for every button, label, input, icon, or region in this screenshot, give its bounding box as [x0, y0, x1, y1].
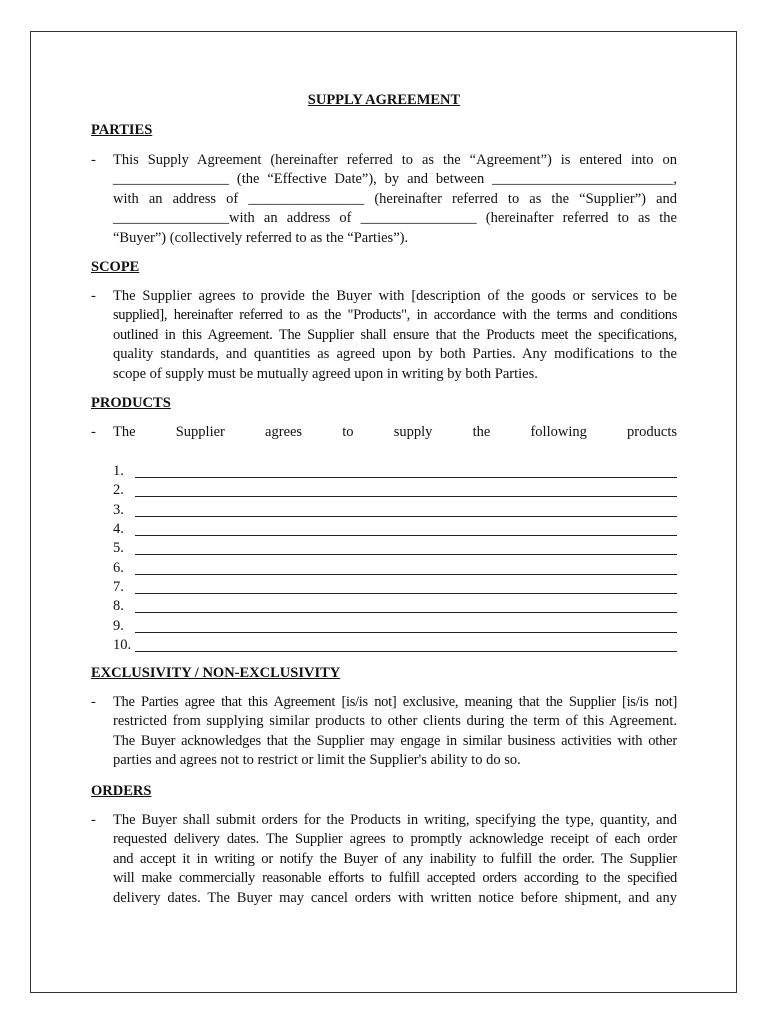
product-item: [113, 578, 677, 597]
item-number: 4.: [113, 521, 124, 538]
text-line: parties and agrees not to restrict or limit the Supplier's ability to do so.: [113, 752, 521, 769]
product-blank-line[interactable]: [135, 496, 677, 497]
product-blank-line[interactable]: [135, 516, 677, 517]
product-blank-line[interactable]: [135, 535, 677, 536]
product-blank-line[interactable]: [135, 554, 677, 555]
item-number: 5.: [113, 540, 124, 557]
heading-parties: PARTIES: [91, 122, 153, 138]
text-line: will make commercially reasonable efforts to fulfill accepted orders according to the specified: [113, 870, 677, 887]
text-line: and accept it in writing or notify the Buyer of any inability to fulfill the order. The Supplier: [113, 850, 677, 867]
heading-orders: ORDERS: [91, 783, 152, 799]
scope-paragraph: [113, 287, 677, 384]
heading-exclusivity: EXCLUSIVITY / NON-EXCLUSIVITY: [91, 665, 341, 681]
products-list: [113, 462, 677, 655]
product-item: [113, 539, 677, 558]
product-blank-line[interactable]: [135, 612, 677, 613]
item-number: 6.: [113, 559, 124, 576]
item-number: 8.: [113, 598, 124, 615]
text-line: with an address of ________________ (hereinafter referred to as the “Supplier”) and: [113, 190, 677, 207]
product-item: [113, 617, 677, 636]
text-line: requested delivery dates. The Supplier agrees to promptly acknowledge receipt of each order: [113, 831, 677, 848]
item-number: 7.: [113, 579, 124, 596]
text-line: delivery dates. The Buyer may cancel orders with written notice before shipment, and any: [113, 889, 677, 906]
heading-products: PRODUCTS: [91, 395, 171, 411]
bullet-dash: -: [91, 812, 96, 828]
text-line: “Buyer”) (collectively referred to as the “Parties”).: [113, 229, 409, 246]
orders-paragraph: [113, 811, 677, 908]
text-line: outlined in this Agreement. The Supplier shall ensure that the Products meet the specifications,: [113, 326, 677, 343]
product-item: [113, 520, 677, 539]
product-blank-line[interactable]: [135, 593, 677, 594]
text-line: This Supply Agreement (hereinafter referred to as the “Agreement”) is entered into on: [113, 152, 677, 168]
text-line: restricted from supplying similar products to other clients during the term of this Agreement.: [113, 713, 677, 730]
exclusivity-paragraph: [113, 693, 677, 771]
item-number: 1.: [113, 463, 124, 479]
text-line: The Supplier agrees to provide the Buyer with [description of the goods or services to be: [113, 288, 677, 304]
item-number: 3.: [113, 501, 124, 518]
product-item: [113, 636, 677, 655]
text-line: The Supplier agrees to supply the following products: [113, 424, 677, 440]
document-title: SUPPLY AGREEMENT: [307, 92, 461, 108]
product-item: [113, 597, 677, 616]
item-number: 2.: [113, 482, 124, 499]
item-number: 9.: [113, 617, 124, 634]
text-line: ________________with an address of ________________ (hereinafter referred to as the: [113, 210, 677, 227]
product-blank-line[interactable]: [135, 477, 677, 478]
text-line: The Buyer acknowledges that the Supplier may engage in similar business activities with other: [113, 732, 677, 749]
product-item: [113, 501, 677, 520]
bullet-dash: -: [91, 424, 96, 440]
text-line: ________________ (the “Effective Date”), by and between _________________________,: [113, 171, 677, 188]
text-line: supplied], hereinafter referred to as the "Products", in accordance with the terms and conditions: [113, 307, 677, 324]
product-item: [113, 481, 677, 500]
text-line: scope of supply must be mutually agreed upon in writing by both Parties.: [113, 365, 538, 382]
text-line: quality standards, and quantities as agreed upon by both Parties. Any modifications to the: [113, 346, 677, 363]
product-blank-line[interactable]: [135, 574, 677, 575]
text-line: The Parties agree that this Agreement [is/is not] exclusive, meaning that the Supplier [is/is not]: [113, 694, 677, 710]
parties-paragraph: [113, 151, 677, 248]
bullet-dash: -: [91, 152, 96, 168]
bullet-dash: -: [91, 288, 96, 304]
heading-scope: SCOPE: [91, 259, 140, 275]
product-blank-line[interactable]: [135, 632, 677, 633]
product-item: [113, 462, 677, 481]
item-number: 10.: [113, 637, 132, 654]
text-line: The Buyer shall submit orders for the Products in writing, specifying the type, quantity, and: [113, 812, 677, 828]
product-item: [113, 559, 677, 578]
products-paragraph: [113, 423, 677, 442]
product-blank-line[interactable]: [135, 651, 677, 652]
bullet-dash: -: [91, 694, 96, 710]
